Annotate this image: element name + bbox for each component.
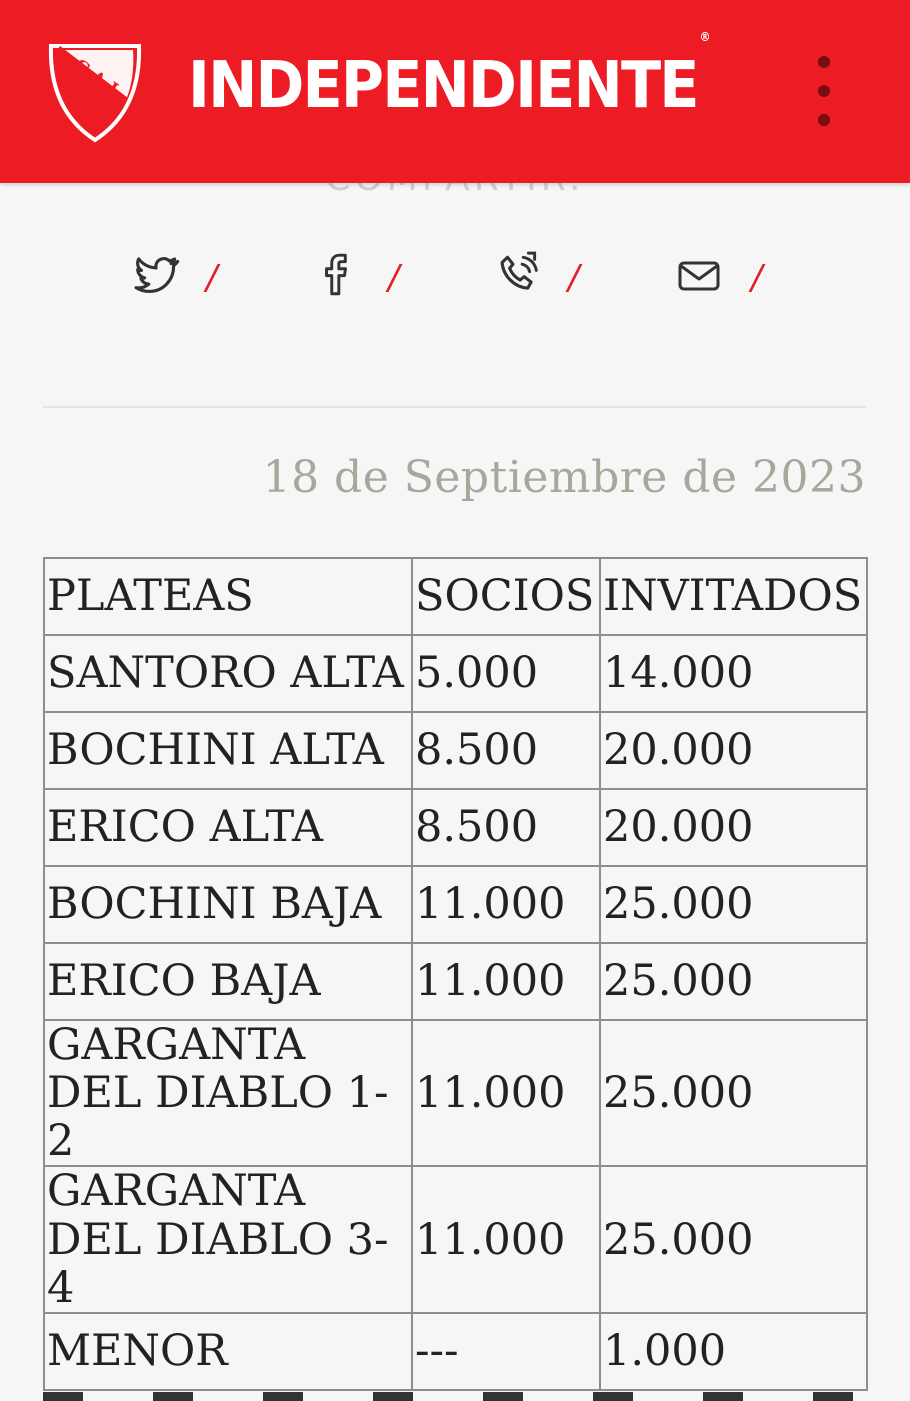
table-cell: GARGANTA DEL DIABLO 1-2 bbox=[44, 1020, 412, 1166]
table-cell: 11.000 bbox=[412, 866, 600, 943]
table-cell: 1.000 bbox=[600, 1313, 867, 1390]
table-row bbox=[44, 635, 867, 712]
brand-name: INDEPENDIENTE bbox=[188, 49, 698, 123]
table-cell: 11.000 bbox=[412, 1020, 600, 1166]
table-cell: ERICO BAJA bbox=[44, 943, 412, 1020]
table-cell: 14.000 bbox=[600, 635, 867, 712]
email-icon bbox=[677, 250, 721, 300]
twitter-icon bbox=[130, 250, 180, 300]
table-cell: 8.500 bbox=[412, 712, 600, 789]
svg-text:C.A.I.: C.A.I. bbox=[69, 55, 127, 104]
column-header: PLATEAS bbox=[44, 558, 412, 635]
table-cell: SANTORO ALTA bbox=[44, 635, 412, 712]
table-cell: BOCHINI BAJA bbox=[44, 866, 412, 943]
column-header: INVITADOS bbox=[600, 558, 867, 635]
menu-dot bbox=[818, 114, 830, 126]
share-buttons bbox=[0, 250, 910, 310]
table-cell: --- bbox=[412, 1313, 600, 1390]
table-row bbox=[44, 943, 867, 1020]
table-header-row bbox=[44, 558, 867, 635]
table-row bbox=[44, 789, 867, 866]
share-separator: / bbox=[206, 258, 218, 298]
table-cell: 11.000 bbox=[412, 943, 600, 1020]
table-cell: 25.000 bbox=[600, 943, 867, 1020]
table-cell: BOCHINI ALTA bbox=[44, 712, 412, 789]
table-row bbox=[44, 712, 867, 789]
table-cell: 11.000 bbox=[412, 1166, 600, 1312]
table-cell: ERICO ALTA bbox=[44, 789, 412, 866]
facebook-icon bbox=[318, 250, 358, 300]
whatsapp-icon bbox=[494, 250, 544, 300]
ticket-prices-table bbox=[43, 557, 868, 1391]
table-cell: 5.000 bbox=[412, 635, 600, 712]
truncated-text-line bbox=[43, 1392, 866, 1401]
table-row bbox=[44, 1313, 867, 1390]
trademark-symbol: ® bbox=[699, 29, 709, 44]
column-header: SOCIOS bbox=[412, 558, 600, 635]
share-separator: / bbox=[751, 258, 763, 298]
table-cell: GARGANTA DEL DIABLO 3-4 bbox=[44, 1166, 412, 1312]
table-cell: 20.000 bbox=[600, 712, 867, 789]
table-cell: 25.000 bbox=[600, 1166, 867, 1312]
table-cell: 25.000 bbox=[600, 1020, 867, 1166]
section-divider bbox=[43, 406, 866, 408]
brand-wordmark[interactable] bbox=[188, 29, 709, 123]
article-date: 18 de Septiembre de 2023 bbox=[262, 452, 866, 503]
menu-dot bbox=[818, 56, 830, 68]
more-options-button[interactable] bbox=[808, 56, 840, 126]
share-separator: / bbox=[388, 258, 400, 298]
site-header bbox=[0, 0, 910, 183]
table-cell: 20.000 bbox=[600, 789, 867, 866]
table-cell: 8.500 bbox=[412, 789, 600, 866]
club-crest-logo[interactable] bbox=[45, 40, 145, 146]
table-row bbox=[44, 1166, 867, 1312]
table-row bbox=[44, 1020, 867, 1166]
table-cell: 25.000 bbox=[600, 866, 867, 943]
menu-dot bbox=[818, 85, 830, 97]
table-row bbox=[44, 866, 867, 943]
table-cell: MENOR bbox=[44, 1313, 412, 1390]
share-separator: / bbox=[568, 258, 580, 298]
